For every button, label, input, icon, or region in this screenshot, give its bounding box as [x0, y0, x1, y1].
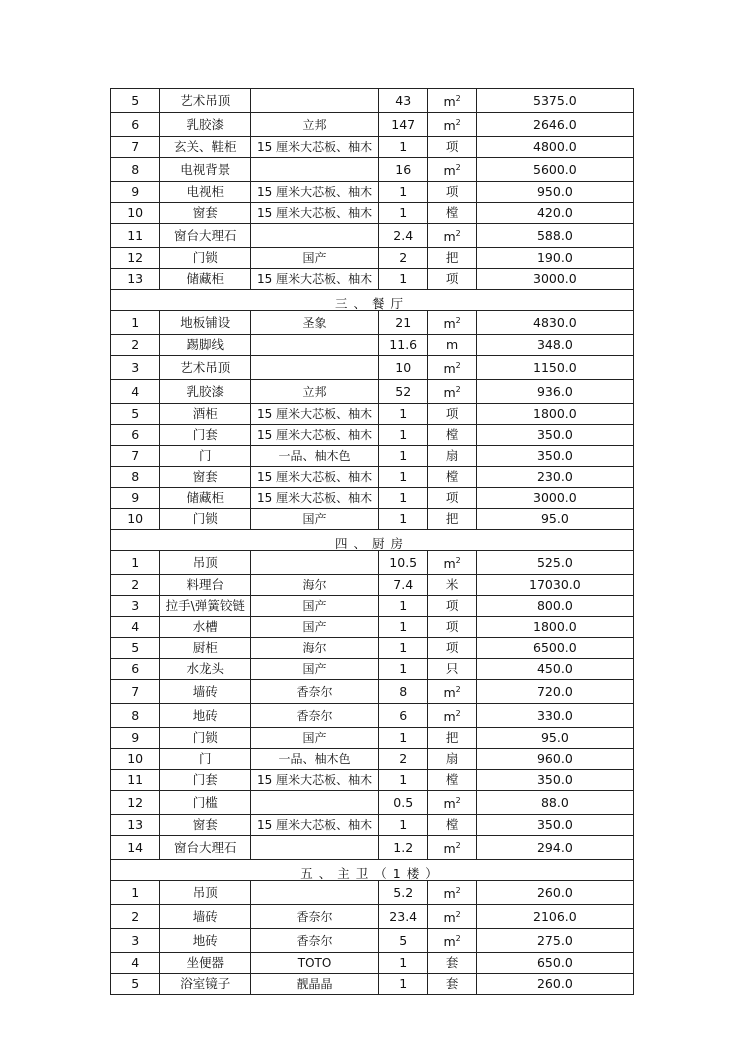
- item-brand: 15 厘米大芯板、柚木: [251, 404, 379, 425]
- item-name: 电视柜: [160, 182, 251, 203]
- table-row: [111, 158, 634, 182]
- unit-superscript: 2: [455, 385, 461, 394]
- item-unit: 项: [428, 617, 476, 638]
- item-brand: 15 厘米大芯板、柚木: [251, 137, 379, 158]
- table-row: [111, 404, 634, 425]
- table-row: [111, 203, 634, 224]
- table-row: [111, 617, 634, 638]
- item-number: 5: [111, 638, 160, 659]
- table-row: [111, 836, 634, 860]
- item-quantity: 2: [379, 749, 428, 770]
- section-header-row: [111, 860, 634, 881]
- quote-table-body: [111, 89, 634, 995]
- item-unit: $m^2$: [428, 224, 476, 248]
- item-quantity: 1: [379, 974, 428, 995]
- item-unit: 项: [428, 596, 476, 617]
- section-title: 五、主卫（1楼）: [111, 860, 634, 881]
- item-quantity: 1: [379, 182, 428, 203]
- item-number: 6: [111, 113, 160, 137]
- table-row: [111, 467, 634, 488]
- unit-superscript: 2: [455, 685, 461, 694]
- item-quantity: 2: [379, 248, 428, 269]
- item-unit: 把: [428, 728, 476, 749]
- table-row: [111, 248, 634, 269]
- item-brand: 海尔: [251, 575, 379, 596]
- item-quantity: 8: [379, 680, 428, 704]
- item-amount: 275.0: [476, 929, 633, 953]
- table-row: [111, 680, 634, 704]
- item-amount: 650.0: [476, 953, 633, 974]
- item-number: 7: [111, 137, 160, 158]
- section-title: 四、厨房: [111, 530, 634, 551]
- table-row: [111, 335, 634, 356]
- unit-superscript: 2: [455, 118, 461, 127]
- unit-superscript: 2: [455, 361, 461, 370]
- item-quantity: 1: [379, 404, 428, 425]
- item-brand: [251, 356, 379, 380]
- item-amount: 720.0: [476, 680, 633, 704]
- item-quantity: 10.5: [379, 551, 428, 575]
- item-unit: 把: [428, 248, 476, 269]
- item-number: 8: [111, 704, 160, 728]
- item-amount: 350.0: [476, 425, 633, 446]
- item-number: 9: [111, 488, 160, 509]
- item-brand: 15 厘米大芯板、柚木: [251, 203, 379, 224]
- item-amount: 260.0: [476, 974, 633, 995]
- unit-superscript: 2: [455, 556, 461, 565]
- item-amount: 1800.0: [476, 404, 633, 425]
- table-row: [111, 749, 634, 770]
- table-row: [111, 929, 634, 953]
- item-unit: 把: [428, 509, 476, 530]
- item-quantity: 0.5: [379, 791, 428, 815]
- table-row: [111, 638, 634, 659]
- item-unit: 米: [428, 575, 476, 596]
- unit-superscript: 2: [455, 841, 461, 850]
- item-brand: 香奈尔: [251, 704, 379, 728]
- item-name: 料理台: [160, 575, 251, 596]
- item-unit: $m^2$: [428, 113, 476, 137]
- item-number: 8: [111, 467, 160, 488]
- item-number: 5: [111, 89, 160, 113]
- item-amount: 95.0: [476, 728, 633, 749]
- item-quantity: 1: [379, 425, 428, 446]
- item-brand: 15 厘米大芯板、柚木: [251, 488, 379, 509]
- item-number: 10: [111, 749, 160, 770]
- item-brand: [251, 224, 379, 248]
- item-brand: 国产: [251, 509, 379, 530]
- item-number: 12: [111, 248, 160, 269]
- unit-superscript: 2: [455, 709, 461, 718]
- item-amount: 450.0: [476, 659, 633, 680]
- item-number: 13: [111, 815, 160, 836]
- item-amount: 88.0: [476, 791, 633, 815]
- item-brand: 15 厘米大芯板、柚木: [251, 770, 379, 791]
- item-number: 12: [111, 791, 160, 815]
- item-name: 吊顶: [160, 881, 251, 905]
- item-number: 4: [111, 617, 160, 638]
- item-amount: 3000.0: [476, 488, 633, 509]
- item-name: 门套: [160, 770, 251, 791]
- item-amount: 350.0: [476, 815, 633, 836]
- item-name: 乳胶漆: [160, 380, 251, 404]
- item-quantity: 2.4: [379, 224, 428, 248]
- item-brand: [251, 89, 379, 113]
- item-amount: 95.0: [476, 509, 633, 530]
- table-row: [111, 596, 634, 617]
- item-name: 窗套: [160, 467, 251, 488]
- item-number: 9: [111, 728, 160, 749]
- item-unit: $m^2$: [428, 680, 476, 704]
- item-name: 门槛: [160, 791, 251, 815]
- item-unit: $m^2$: [428, 551, 476, 575]
- table-row: [111, 575, 634, 596]
- item-amount: 588.0: [476, 224, 633, 248]
- item-unit: $m^2$: [428, 356, 476, 380]
- item-unit: $m^2$: [428, 881, 476, 905]
- item-brand: 立邦: [251, 380, 379, 404]
- item-name: 门锁: [160, 248, 251, 269]
- item-brand: 香奈尔: [251, 905, 379, 929]
- item-name: 储藏柜: [160, 269, 251, 290]
- item-quantity: 1: [379, 638, 428, 659]
- table-row: [111, 659, 634, 680]
- item-name: 墙砖: [160, 680, 251, 704]
- item-number: 1: [111, 311, 160, 335]
- item-name: 窗台大理石: [160, 224, 251, 248]
- item-unit: 樘: [428, 770, 476, 791]
- item-number: 4: [111, 380, 160, 404]
- item-name: 地板铺设: [160, 311, 251, 335]
- section-header-row: [111, 530, 634, 551]
- item-unit: 只: [428, 659, 476, 680]
- item-unit: 樘: [428, 815, 476, 836]
- item-name: 地砖: [160, 929, 251, 953]
- item-unit: 樘: [428, 203, 476, 224]
- table-row: [111, 728, 634, 749]
- item-brand: [251, 791, 379, 815]
- item-name: 厨柜: [160, 638, 251, 659]
- table-row: [111, 380, 634, 404]
- item-quantity: 10: [379, 356, 428, 380]
- unit-superscript: 2: [455, 94, 461, 103]
- item-brand: [251, 551, 379, 575]
- item-amount: 330.0: [476, 704, 633, 728]
- table-row: [111, 446, 634, 467]
- item-unit: $m^2$: [428, 791, 476, 815]
- item-quantity: 11.6: [379, 335, 428, 356]
- item-amount: 190.0: [476, 248, 633, 269]
- item-quantity: 1.2: [379, 836, 428, 860]
- item-amount: 17030.0: [476, 575, 633, 596]
- item-name: 玄关、鞋柜: [160, 137, 251, 158]
- item-quantity: 5.2: [379, 881, 428, 905]
- item-name: 门锁: [160, 509, 251, 530]
- item-unit: 扇: [428, 749, 476, 770]
- table-row: [111, 224, 634, 248]
- item-brand: [251, 881, 379, 905]
- item-name: 地砖: [160, 704, 251, 728]
- item-name: 坐便器: [160, 953, 251, 974]
- item-amount: 1800.0: [476, 617, 633, 638]
- item-amount: 5600.0: [476, 158, 633, 182]
- item-name: 门锁: [160, 728, 251, 749]
- item-name: 储藏柜: [160, 488, 251, 509]
- unit-superscript: 2: [455, 934, 461, 943]
- item-brand: [251, 158, 379, 182]
- item-amount: 294.0: [476, 836, 633, 860]
- item-unit: $m^2$: [428, 905, 476, 929]
- table-row: [111, 881, 634, 905]
- item-quantity: 1: [379, 953, 428, 974]
- item-unit: 项: [428, 488, 476, 509]
- table-row: [111, 770, 634, 791]
- item-number: 6: [111, 659, 160, 680]
- quote-table: [110, 88, 634, 995]
- item-number: 5: [111, 974, 160, 995]
- unit-superscript: 2: [455, 796, 461, 805]
- item-brand: 靓晶晶: [251, 974, 379, 995]
- table-row: [111, 269, 634, 290]
- item-brand: 一品、柚木色: [251, 446, 379, 467]
- item-quantity: 147: [379, 113, 428, 137]
- item-brand: 国产: [251, 596, 379, 617]
- item-amount: 3000.0: [476, 269, 633, 290]
- item-amount: 1150.0: [476, 356, 633, 380]
- item-brand: [251, 836, 379, 860]
- item-quantity: 23.4: [379, 905, 428, 929]
- table-row: [111, 182, 634, 203]
- item-name: 门套: [160, 425, 251, 446]
- item-unit: 项: [428, 269, 476, 290]
- item-brand: 15 厘米大芯板、柚木: [251, 815, 379, 836]
- item-number: 3: [111, 596, 160, 617]
- item-number: 4: [111, 953, 160, 974]
- item-quantity: 52: [379, 380, 428, 404]
- item-brand: 国产: [251, 248, 379, 269]
- item-brand: 15 厘米大芯板、柚木: [251, 425, 379, 446]
- item-brand: [251, 335, 379, 356]
- item-amount: 6500.0: [476, 638, 633, 659]
- item-amount: 2106.0: [476, 905, 633, 929]
- item-number: 9: [111, 182, 160, 203]
- unit-superscript: 2: [455, 910, 461, 919]
- table-row: [111, 137, 634, 158]
- item-unit: 套: [428, 974, 476, 995]
- item-quantity: 1: [379, 728, 428, 749]
- item-quantity: 1: [379, 770, 428, 791]
- item-name: 吊顶: [160, 551, 251, 575]
- item-number: 1: [111, 881, 160, 905]
- item-name: 窗套: [160, 203, 251, 224]
- item-number: 7: [111, 446, 160, 467]
- item-amount: 348.0: [476, 335, 633, 356]
- item-unit: 项: [428, 638, 476, 659]
- item-amount: 420.0: [476, 203, 633, 224]
- item-brand: 立邦: [251, 113, 379, 137]
- item-name: 水槽: [160, 617, 251, 638]
- item-number: 10: [111, 509, 160, 530]
- item-unit: $m^2$: [428, 311, 476, 335]
- item-quantity: 43: [379, 89, 428, 113]
- item-quantity: 1: [379, 488, 428, 509]
- item-name: 拉手\弹簧铰链: [160, 596, 251, 617]
- item-amount: 950.0: [476, 182, 633, 203]
- item-number: 14: [111, 836, 160, 860]
- item-number: 3: [111, 356, 160, 380]
- table-row: [111, 815, 634, 836]
- item-unit: $m^2$: [428, 89, 476, 113]
- item-number: 2: [111, 905, 160, 929]
- item-amount: 350.0: [476, 770, 633, 791]
- item-number: 2: [111, 335, 160, 356]
- item-unit: $m^2$: [428, 704, 476, 728]
- item-brand: 一品、柚木色: [251, 749, 379, 770]
- item-unit: m: [428, 335, 476, 356]
- item-name: 电视背景: [160, 158, 251, 182]
- item-brand: 香奈尔: [251, 680, 379, 704]
- item-quantity: 21: [379, 311, 428, 335]
- item-brand: 15 厘米大芯板、柚木: [251, 269, 379, 290]
- section-title: 三、餐厅: [111, 290, 634, 311]
- table-row: [111, 551, 634, 575]
- table-row: [111, 89, 634, 113]
- table-row: [111, 974, 634, 995]
- item-unit: $m^2$: [428, 158, 476, 182]
- quote-sheet: [110, 88, 634, 995]
- item-number: 5: [111, 404, 160, 425]
- unit-superscript: 2: [455, 316, 461, 325]
- unit-superscript: 2: [455, 886, 461, 895]
- item-unit: 扇: [428, 446, 476, 467]
- item-unit: $m^2$: [428, 836, 476, 860]
- unit-superscript: 2: [455, 229, 461, 238]
- item-name: 窗台大理石: [160, 836, 251, 860]
- table-row: [111, 488, 634, 509]
- item-quantity: 1: [379, 617, 428, 638]
- item-quantity: 1: [379, 467, 428, 488]
- item-number: 2: [111, 575, 160, 596]
- item-name: 门: [160, 446, 251, 467]
- item-brand: 圣象: [251, 311, 379, 335]
- item-number: 7: [111, 680, 160, 704]
- item-quantity: 1: [379, 446, 428, 467]
- item-amount: 525.0: [476, 551, 633, 575]
- item-brand: TOTO: [251, 953, 379, 974]
- item-brand: 15 厘米大芯板、柚木: [251, 467, 379, 488]
- table-row: [111, 791, 634, 815]
- item-quantity: 1: [379, 137, 428, 158]
- item-brand: 海尔: [251, 638, 379, 659]
- item-number: 8: [111, 158, 160, 182]
- item-amount: 5375.0: [476, 89, 633, 113]
- item-amount: 350.0: [476, 446, 633, 467]
- table-row: [111, 509, 634, 530]
- item-number: 6: [111, 425, 160, 446]
- item-amount: 800.0: [476, 596, 633, 617]
- item-brand: 国产: [251, 728, 379, 749]
- item-quantity: 5: [379, 929, 428, 953]
- item-quantity: 1: [379, 203, 428, 224]
- item-brand: 香奈尔: [251, 929, 379, 953]
- item-unit: 项: [428, 137, 476, 158]
- item-name: 浴室镜子: [160, 974, 251, 995]
- item-unit: $m^2$: [428, 380, 476, 404]
- item-number: 1: [111, 551, 160, 575]
- item-name: 墙砖: [160, 905, 251, 929]
- table-row: [111, 704, 634, 728]
- item-number: 11: [111, 770, 160, 791]
- item-unit: 项: [428, 182, 476, 203]
- table-row: [111, 311, 634, 335]
- section-header-row: [111, 290, 634, 311]
- item-name: 酒柜: [160, 404, 251, 425]
- table-row: [111, 953, 634, 974]
- item-unit: 樘: [428, 467, 476, 488]
- item-name: 艺术吊顶: [160, 89, 251, 113]
- item-name: 门: [160, 749, 251, 770]
- table-row: [111, 425, 634, 446]
- item-amount: 2646.0: [476, 113, 633, 137]
- item-name: 艺术吊顶: [160, 356, 251, 380]
- table-row: [111, 356, 634, 380]
- item-name: 乳胶漆: [160, 113, 251, 137]
- item-unit: $m^2$: [428, 929, 476, 953]
- item-number: 10: [111, 203, 160, 224]
- item-quantity: 6: [379, 704, 428, 728]
- item-brand: 国产: [251, 617, 379, 638]
- item-name: 水龙头: [160, 659, 251, 680]
- table-row: [111, 113, 634, 137]
- item-unit: 项: [428, 404, 476, 425]
- table-row: [111, 905, 634, 929]
- item-unit: 套: [428, 953, 476, 974]
- item-name: 踢脚线: [160, 335, 251, 356]
- item-amount: 960.0: [476, 749, 633, 770]
- item-quantity: 1: [379, 269, 428, 290]
- item-quantity: 1: [379, 659, 428, 680]
- item-number: 11: [111, 224, 160, 248]
- item-quantity: 1: [379, 815, 428, 836]
- item-unit: 樘: [428, 425, 476, 446]
- item-quantity: 16: [379, 158, 428, 182]
- item-quantity: 1: [379, 596, 428, 617]
- unit-superscript: 2: [455, 163, 461, 172]
- item-amount: 260.0: [476, 881, 633, 905]
- item-amount: 4800.0: [476, 137, 633, 158]
- item-brand: 15 厘米大芯板、柚木: [251, 182, 379, 203]
- item-amount: 4830.0: [476, 311, 633, 335]
- item-name: 窗套: [160, 815, 251, 836]
- item-number: 3: [111, 929, 160, 953]
- item-quantity: 7.4: [379, 575, 428, 596]
- item-amount: 936.0: [476, 380, 633, 404]
- item-brand: 国产: [251, 659, 379, 680]
- item-amount: 230.0: [476, 467, 633, 488]
- item-number: 13: [111, 269, 160, 290]
- item-quantity: 1: [379, 509, 428, 530]
